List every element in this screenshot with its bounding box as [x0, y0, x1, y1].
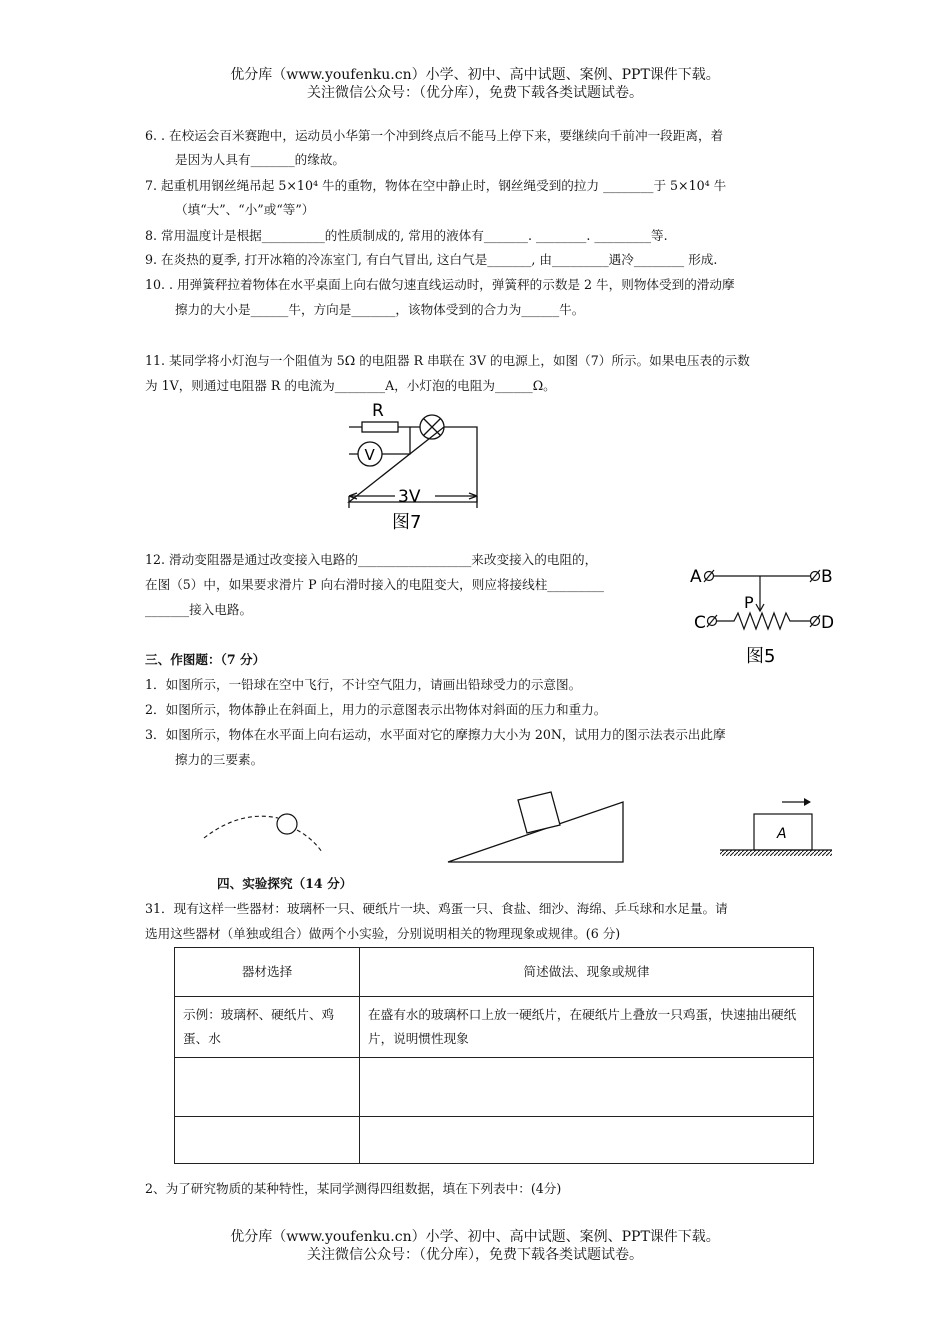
q10-line-1: 10. . 用弹簧秤拉着物体在水平桌面上向右做匀速直线运动时，弹簧秤的示数是 2 牛，则物体受到的滑动摩	[145, 277, 735, 292]
v-label: V	[364, 446, 375, 464]
section-3-title: 三、作图题：（7 分）	[145, 652, 266, 667]
figure-7-circuit	[335, 400, 495, 535]
experiment-table	[174, 947, 814, 1164]
resistor-r	[362, 422, 398, 432]
shot-put-trajectory	[200, 808, 330, 858]
section-4-title: 四、实验探究（14 分）	[217, 876, 353, 891]
incline-figure	[445, 788, 630, 866]
incline-block	[518, 792, 560, 833]
label-b: B	[821, 567, 833, 587]
blank-cell[interactable]	[360, 1117, 814, 1164]
q12-line-2: 在图（5）中，如果要求滑片 P 向右滑时接入的电阻变大，则应将接线柱_________	[145, 577, 604, 592]
example-equipment: 示例：玻璃杯、硬纸片、鸡蛋、水	[175, 997, 360, 1058]
header-equipment: 器材选择	[175, 948, 360, 997]
shot-put-ball	[277, 814, 297, 834]
q7-line-2: （填“大”、“小”或“等”）	[175, 202, 315, 217]
table-header-row	[175, 948, 814, 997]
trajectory-before	[204, 816, 278, 838]
q9: 9. 在炎热的夏季, 打开冰箱的冷冻室门, 有白气冒出, 这白气是_______, 由_________遇冷________ 形成.	[145, 252, 718, 267]
section-3-item-2: 2．如图所示，物体静止在斜面上，用力的示意图表示出物体对斜面的压力和重力。	[145, 702, 607, 717]
header-line-2: 关注微信公众号：（优分库），免费下载各类试题试卷。	[307, 85, 643, 101]
footer-line-1: 优分库（www.youfenku.cn）小学、初中、高中试题、案例、PPT课件下载。	[230, 1229, 720, 1245]
label-d: D	[821, 613, 835, 633]
figure-5-caption: 图5	[746, 646, 776, 667]
example-description: 在盛有水的玻璃杯口上放一硬纸片，在硬纸片上叠放一只鸡蛋，快速抽出硬纸片，说明惯性现象	[360, 997, 814, 1058]
block-a-label: A	[777, 826, 787, 842]
q6-line-2: 是因为人具有_______的缘故。	[175, 152, 346, 167]
q11-line-1: 11. 某同学将小灯泡与一个阻值为 5Ω 的电阻器 R 串联在 3V 的电源上，如图（7）所示。如果电压表的示数	[145, 353, 750, 368]
q10-line-2: 擦力的大小是______牛，方向是_______，该物体受到的合力为______牛。	[175, 302, 585, 317]
header-description: 简述做法、现象或规律	[360, 948, 814, 997]
section-3-item-3: 3．如图所示，物体在水平面上向右运动，水平面对它的摩擦力大小为 20N，试用力的图示法表示出此摩	[145, 727, 726, 742]
section-3-item-3-cont: 擦力的三要素。	[175, 752, 264, 767]
table-row	[175, 1058, 814, 1117]
blank-cell[interactable]	[175, 1117, 360, 1164]
table-row	[175, 1117, 814, 1164]
section-4-q2: 2、为了研究物质的某种特性，某同学测得四组数据，填在下列表中：(4分)	[145, 1181, 562, 1196]
footer-line-2: 关注微信公众号：（优分库），免费下载各类试题试卷。	[307, 1247, 643, 1263]
q12-line-3: _______接入电路。	[145, 602, 253, 617]
label-a: A	[690, 567, 702, 587]
label-p: P	[744, 593, 754, 612]
figure-7-caption: 图7	[392, 512, 422, 533]
figure-5-rheostat	[688, 562, 840, 674]
q11-line-2: 为 1V，则通过电阻器 R 的电流为________A，小灯泡的电阻为______Ω。	[145, 378, 556, 393]
table-row	[175, 997, 814, 1058]
q8: 8. 常用温度计是根据__________的性质制成的, 常用的液体有_______. ________. _________等.	[145, 228, 668, 243]
resistance-wire	[717, 613, 811, 629]
label-c: C	[694, 613, 706, 633]
r-label: R	[372, 401, 384, 421]
friction-figure	[718, 792, 838, 862]
q7-line-1: 7. 起重机用钢丝绳吊起 5×10⁴ 牛的重物，物体在空中静止时，钢丝绳受到的拉力 ________于 5×10⁴ 牛	[145, 178, 727, 193]
q31-line-1: 31．现有这样一些器材：玻璃杯一只、硬纸片一块、鸡蛋一只、食盐、细沙、海绵、乒乓球和水足量。请	[145, 901, 728, 916]
q31-line-2: 选用这些器材（单独或组合）做两个小实验，分别说明相关的物理现象或规律。(6 分)	[145, 926, 621, 941]
q12-line-1: 12. 滑动变阻器是通过改变接入电路的__________________来改变接入的电阻的，	[145, 552, 598, 567]
section-3-item-1: 1．如图所示，一铅球在空中飞行，不计空气阻力，请画出铅球受力的示意图。	[145, 677, 582, 692]
rough-surface	[720, 850, 832, 856]
header-line-1: 优分库（www.youfenku.cn）小学、初中、高中试题、案例、PPT课件下载。	[230, 67, 720, 83]
q6-line-1: 6. . 在校运会百米赛跑中，运动员小华第一个冲到终点后不能马上停下来，要继续向千前冲一段距离，着	[145, 128, 724, 143]
trajectory-after	[297, 830, 322, 852]
voltage-label: 3V	[398, 487, 421, 507]
blank-cell[interactable]	[175, 1058, 360, 1117]
blank-cell[interactable]	[360, 1058, 814, 1117]
